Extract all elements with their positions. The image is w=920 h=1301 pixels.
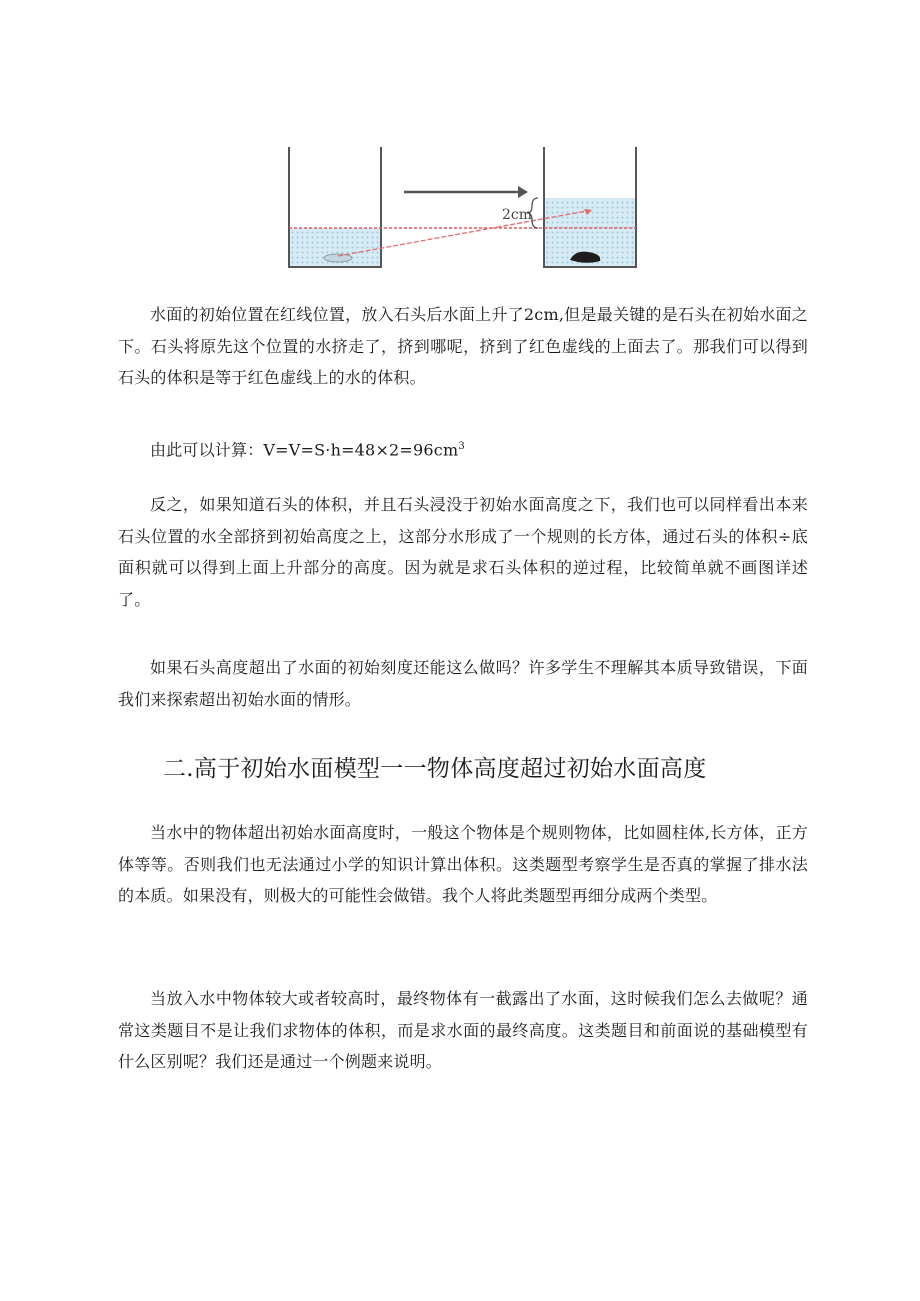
paragraph-higher-object: 当水中的物体超出初始水面高度时，一般这个物体是个规则物体，比如圆柱体,长方体，正方体等等。否则我们也无法通过小学的知识计算出体积。这类题型考察学生是否真的掌握了排水法的本质。如果没有，则极大的可能性会做错。我个人将此类题型再细分成两个类型。 [118, 823, 808, 905]
paragraph-reverse-case: 反之，如果知道石头的体积，并且石头浸没于初始水面高度之下，我们也可以同样看出本来石头位置的水全部挤到初始高度之上，这部分水形成了一个规则的长方体，通过石头的体积÷底面积就可以得到上面上升部分的高度。因为就是求石头体积的逆过程，比较简单就不画图详述了。 [118, 495, 808, 609]
water-displacement-figure [280, 140, 650, 275]
paragraph-exceed-question: 如果石头高度超出了水面的初始刻度还能这么做吗？许多学生不理解其本质导致错误，下面我们来探索超出初始水面的情形。 [118, 658, 808, 709]
paragraph-initial-level: 水面的初始位置在红线位置，放入石头后水面上升了2cm,但是最关键的是石头在初始水面之下。石头将原先这个位置的水挤走了，挤到哪呢，挤到了红色虚线的上面去了。那我们可以得到石头的体积是等于红色虚线上的水的体积。 [118, 305, 808, 387]
left-stone [324, 254, 352, 262]
section-heading: 二.高于初始水面模型一一物体高度超过初始水面高度 [163, 756, 707, 782]
label-2cm: 2cm [502, 207, 533, 223]
water-displacement-diagram [280, 140, 650, 275]
paragraph-calculation [118, 431, 808, 466]
calculation-text: 由此可以计算：V=V=S·h=48×2=96cm [150, 440, 459, 460]
paragraph-larger-object: 当放入水中物体较大或者较高时，最终物体有一截露出了水面，这时候我们怎么去做呢？通常这类题目不是让我们求物体的体积，而是求水面的最终高度。这类题目和前面说的基础模型有什么区别呢？我们还是通过一个例题来说明。 [118, 989, 808, 1071]
transfer-arrow-head [518, 186, 528, 198]
calculation-superscript: 3 [458, 441, 465, 452]
